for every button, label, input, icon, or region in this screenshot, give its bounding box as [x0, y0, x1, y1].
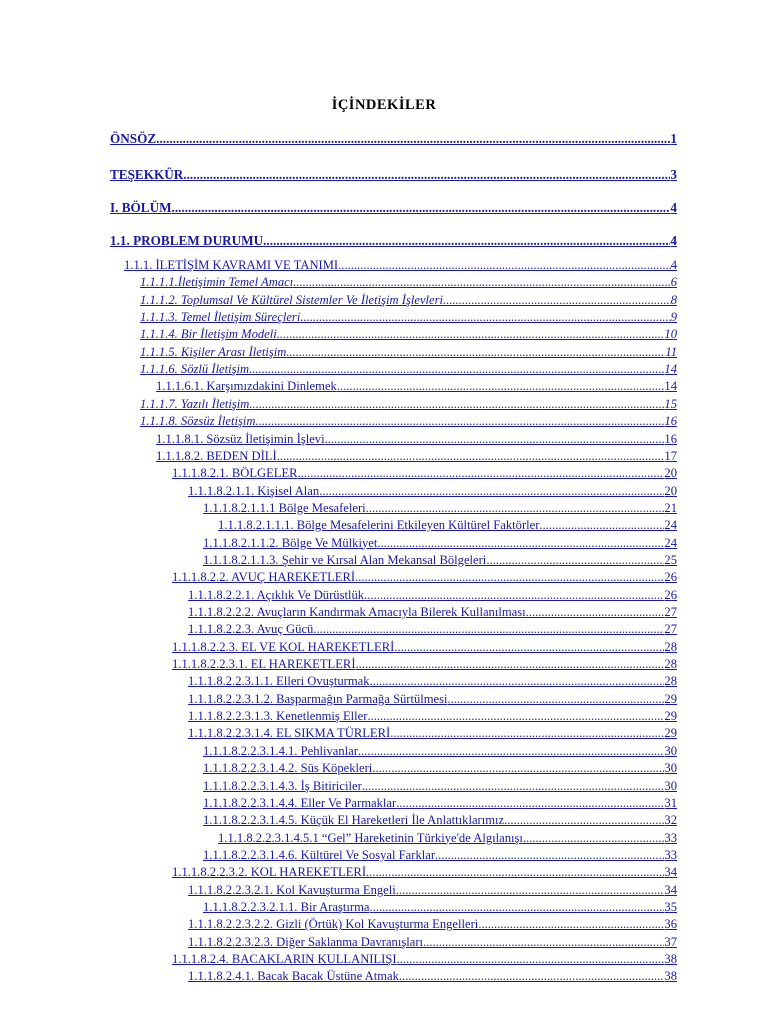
toc-leader-dots: [277, 327, 665, 342]
toc-leader-dots: [183, 167, 670, 183]
toc-page-number: 38: [664, 969, 677, 984]
toc-entry[interactable]: [172, 569, 677, 585]
toc-leader-dots: [313, 622, 664, 637]
toc-leader-dots: [390, 726, 664, 741]
toc-page-number: 29: [664, 726, 677, 741]
toc-leader-dots: [249, 362, 664, 377]
toc-page-number: 20: [664, 483, 677, 498]
toc-page-number: 37: [664, 934, 677, 949]
toc-page-number: 34: [664, 882, 677, 897]
toc-page-number: 34: [664, 865, 677, 880]
toc-entry-label: 1.1.1.8.2. BEDEN DİLİ: [156, 448, 277, 463]
toc-leader-dots: [394, 640, 664, 655]
toc-leader-dots: [319, 484, 664, 499]
toc-page-number: 28: [664, 639, 677, 654]
toc-page-number: 38: [664, 952, 677, 966]
toc-entry[interactable]: [188, 604, 677, 620]
toc-page-number: 28: [664, 674, 677, 689]
toc-leader-dots: [263, 233, 670, 249]
toc-page-number: 30: [664, 778, 677, 793]
toc-page-number: 31: [664, 795, 677, 810]
toc-page-number: 4: [670, 200, 677, 215]
toc-leader-dots: [397, 952, 665, 967]
toc-entry[interactable]: [203, 795, 677, 811]
toc-entry-label: 1.1.1.8.2.4. BACAKLARIN KULLANILIŞI: [172, 952, 397, 966]
toc-page-number: 10: [664, 327, 677, 342]
toc-leader-dots: [443, 293, 671, 308]
toc-page-number: 33: [664, 847, 677, 862]
toc-entry[interactable]: [188, 916, 677, 932]
toc-page-number: 1: [670, 131, 677, 146]
toc-entry[interactable]: [110, 130, 677, 147]
toc-page-number: 27: [664, 605, 677, 619]
toc-page-number: 20: [664, 466, 677, 481]
toc-leader-dots: [504, 813, 664, 828]
toc-page-number: 32: [664, 813, 677, 828]
toc-entry-label: 1.1.1.8.2.2.3.1.4.4. Eller Ve Parmaklar: [203, 795, 397, 810]
toc-entry[interactable]: [124, 257, 677, 273]
toc-leader-dots: [366, 865, 664, 880]
toc-entry[interactable]: [203, 899, 677, 915]
toc-entry-label: 1.1.1.8.2.1. BÖLGELER: [172, 466, 298, 481]
toc-entry-label: ÖNSÖZ: [110, 131, 157, 146]
toc-page-number: 25: [664, 552, 677, 567]
toc-entry[interactable]: [218, 830, 677, 846]
toc-page-number: 33: [664, 830, 677, 845]
toc-entry-label: 1.1.1.8.2.2. AVUÇ HAREKETLERİ: [172, 570, 356, 585]
toc-entry-label: 1.1.1.8.2.2.2. Avuçların Kandırmak Amacıyla Bilerek Kullanılması: [188, 605, 526, 619]
toc-leader-dots: [367, 709, 664, 724]
toc-entry-label: 1.1.1.8.2.2.3.1.4.1. Pehlivanlar: [203, 743, 358, 758]
toc-page-number: 27: [664, 622, 677, 637]
toc-entry-label: 1.1.1.8.2.2.3.1.4.3. İş Bitiriciler: [203, 778, 362, 793]
toc-entry[interactable]: [172, 951, 677, 967]
toc-entry-label: 1.1.1.8.2.2.3.2. KOL HAREKETLERİ: [172, 865, 367, 880]
toc-entry[interactable]: [172, 656, 677, 672]
toc-leader-dots: [356, 657, 665, 672]
toc-entry-label: 1.1.1.8.2.2.3.1.1. Elleri Ovuşturmak: [188, 674, 370, 689]
toc-entry-label: 1.1.1.8.1. Sözsüz İletişimin İşlevi: [156, 431, 325, 446]
toc-entry-label: 1.1.1.8.2.2.1. Açıklık Ve Dürüstlük: [188, 587, 365, 602]
toc-entry[interactable]: [140, 344, 677, 360]
toc-page-number: 4: [670, 233, 677, 248]
toc-entry-label: 1.1.1.8.2.1.1.1 Bölge Mesafeleri: [203, 500, 366, 515]
toc-entry[interactable]: [156, 431, 677, 447]
toc-entry-label: 1.1.1.8.2.4.1. Bacak Bacak Üstüne Atmak: [188, 969, 399, 984]
toc-leader-dots: [478, 917, 664, 932]
toc-entry[interactable]: [218, 517, 677, 533]
toc-entry-label: 1.1.1.8. Sözsüz İletişim: [140, 414, 256, 429]
toc-entry-label: 1.1.1.8.2.2.3.1.4. EL SIKMA TÜRLERİ: [188, 726, 391, 741]
toc-entry[interactable]: [203, 760, 677, 776]
toc-entry-label: 1.1.1.4. Bir İletişim Modeli: [140, 327, 277, 342]
toc-page-number: 24: [664, 535, 677, 550]
toc-entry[interactable]: [188, 673, 677, 689]
toc-entry[interactable]: [203, 552, 677, 568]
toc-entry-label: 1.1.1.2. Toplumsal Ve Kültürel Sistemler Ve İletişim İşlevleri: [140, 292, 444, 307]
toc-page-number: 6: [670, 275, 677, 290]
toc-leader-dots: [423, 935, 664, 950]
toc-leader-dots: [325, 432, 665, 447]
toc-entry[interactable]: [203, 500, 677, 516]
toc-leader-dots: [399, 969, 665, 984]
toc-page-number: 29: [664, 709, 677, 724]
toc-page-number: 26: [664, 570, 677, 585]
toc-page-number: 9: [670, 310, 677, 325]
toc-page-number: 3: [670, 167, 677, 182]
toc-leader-dots: [362, 779, 665, 794]
toc-entry[interactable]: [140, 274, 677, 290]
toc-leader-dots: [255, 414, 664, 429]
toc-page-number: 4: [670, 258, 677, 272]
toc-page-number: 14: [664, 379, 677, 394]
toc-entry-label: 1.1.1.1.İletişimin Temel Amacı: [140, 275, 294, 290]
toc-entry[interactable]: [172, 864, 677, 880]
toc-leader-dots: [286, 345, 665, 360]
page-title: İÇİNDEKİLER: [331, 97, 437, 113]
toc-entry[interactable]: [188, 882, 677, 898]
toc-leader-dots: [338, 258, 671, 273]
toc-page-number: 28: [664, 657, 677, 672]
toc-entry[interactable]: [188, 483, 677, 499]
toc-entry-label: 1.1.1.8.2.2.3.1.4.6. Kültürel Ve Sosyal Farklar: [203, 847, 436, 862]
toc-entry[interactable]: [110, 166, 677, 183]
toc-entry-label: TEŞEKKÜR: [110, 167, 184, 182]
toc-entry[interactable]: [203, 812, 677, 828]
toc-entry[interactable]: [203, 778, 677, 794]
toc-entry-label: 1.1.1.6.1. Karşımızdakini Dinlemek: [156, 379, 337, 394]
toc-leader-dots: [377, 536, 664, 551]
toc-leader-dots: [156, 131, 670, 147]
toc-entry[interactable]: [172, 639, 677, 655]
toc-entry-label: 1.1.1.6. Sözlü İletişim: [140, 362, 250, 377]
toc-entry[interactable]: [140, 292, 677, 308]
toc-entry[interactable]: [156, 378, 677, 394]
toc-page-number: 15: [664, 396, 677, 411]
toc-entry-label: 1.1.1.8.2.2.3.1.4.2. Süs Köpekleri: [203, 761, 373, 776]
toc-entry[interactable]: [110, 199, 677, 216]
toc-entry-label: 1.1.1.8.2.1.1.1. Bölge Mesafelerini Etkileyen Kültürel Faktörler: [218, 518, 540, 533]
toc-entry[interactable]: [156, 448, 677, 464]
toc-page-number: 16: [664, 414, 677, 429]
toc-page-number: 21: [664, 500, 677, 515]
toc-leader-dots: [293, 275, 670, 290]
toc-entry-label: 1.1.1.8.2.2.3.1.4.5.1 “Gel” Hareketinin Türkiye'de Algılanışı: [218, 830, 523, 845]
toc-entry[interactable]: [140, 413, 677, 429]
toc-leader-dots: [366, 501, 665, 516]
toc-page-number: 8: [670, 292, 677, 307]
toc-page-number: 16: [664, 431, 677, 446]
toc-page-number: 35: [664, 899, 677, 914]
toc-entry[interactable]: [140, 326, 677, 342]
toc-page-number: 36: [664, 917, 677, 932]
toc-entry[interactable]: [188, 691, 677, 707]
toc-entry-label: 1.1.1.8.2.2.3.1.2. Başparmağın Parmağa Sürtülmesi: [188, 691, 448, 706]
toc-entry-label: 1.1.1.8.2.2.3.2.3. Diğer Saklanma Davranışları: [188, 934, 424, 949]
toc-entry-label: 1.1.1.8.2.1.1. Kişisel Alan: [188, 483, 320, 498]
toc-page-number: 30: [664, 743, 677, 758]
toc-entry[interactable]: [140, 361, 677, 377]
toc-leader-dots: [358, 744, 664, 759]
toc-leader-dots: [337, 379, 665, 394]
toc-entry-label: 1.1.1.8.2.2.3.2.2. Gizli (Örtük) Kol Kavuşturma Engelleri: [188, 917, 479, 932]
toc-entry-label: 1.1.1.8.2.2.3.1.3. Kenetlenmiş Eller: [188, 709, 368, 724]
toc-leader-dots: [396, 883, 665, 898]
toc-leader-dots: [523, 831, 664, 846]
toc-entry-label: 1.1.1.7. Yazılı İletişim: [140, 396, 250, 411]
toc-page-number: 11: [665, 344, 677, 359]
toc-leader-dots: [486, 553, 664, 568]
toc-entry-label: 1.1.1.3. Temel İletişim Süreçleri: [140, 310, 301, 325]
toc-entry[interactable]: [188, 934, 677, 950]
toc-entry[interactable]: [203, 847, 677, 863]
toc-leader-dots: [249, 397, 664, 412]
toc-entry-label: 1.1.1.8.2.2.3.2.1. Kol Kavuşturma Engeli: [188, 882, 396, 897]
toc-entry-label: 1.1.1.8.2.2.3. Avuç Gücü: [188, 622, 314, 637]
toc-entry[interactable]: [188, 587, 677, 603]
toc-page-number: 24: [664, 518, 677, 533]
toc-leader-dots: [539, 518, 664, 533]
toc-entry[interactable]: [188, 725, 677, 741]
toc-leader-dots: [372, 761, 664, 776]
toc-page-number: 14: [664, 362, 677, 377]
toc-entry-label: 1.1. PROBLEM DURUMU: [110, 233, 264, 248]
toc-page-number: 26: [664, 587, 677, 602]
toc-leader-dots: [300, 310, 670, 325]
toc-entry-label: 1.1.1.8.2.2.3. EL VE KOL HAREKETLERİ: [172, 639, 395, 654]
toc-entry-label: 1.1.1.8.2.2.3.2.1.1. Bir Araştırma: [203, 899, 370, 914]
toc-entry-label: 1.1.1.8.2.2.3.1. EL HAREKETLERİ: [172, 657, 356, 672]
toc-entry-label: I. BÖLÜM: [110, 200, 172, 215]
toc-leader-dots: [298, 466, 665, 481]
toc-entry[interactable]: [110, 232, 677, 249]
toc-leader-dots: [355, 570, 664, 585]
toc-entry[interactable]: [172, 465, 677, 481]
toc-leader-dots: [172, 200, 671, 216]
toc-entry[interactable]: [140, 309, 677, 325]
toc-entry-label: 1.1.1.8.2.1.1.3. Şehir ve Kırsal Alan Mekansal Bölgeleri: [203, 552, 487, 567]
toc-entry-label: 1.1.1. İLETİŞİM KAVRAMI VE TANIMI: [124, 258, 339, 272]
toc-entry[interactable]: [203, 743, 677, 759]
toc-entry-label: 1.1.1.8.2.2.3.1.4.5. Küçük El Hareketleri İle Anlattıklarımız: [203, 813, 505, 828]
toc-entry-label: 1.1.1.5. Kişiler Arası İletişim: [140, 344, 287, 359]
toc-page-number: 29: [664, 691, 677, 706]
toc-entry[interactable]: [188, 708, 677, 724]
toc-page-number: 17: [664, 448, 677, 463]
toc-leader-dots: [277, 449, 665, 464]
toc-leader-dots: [526, 605, 665, 620]
toc-leader-dots: [396, 796, 664, 811]
toc-leader-dots: [448, 692, 665, 707]
toc-entry[interactable]: [203, 535, 677, 551]
toc-entry-label: 1.1.1.8.2.1.1.2. Bölge Ve Mülkiyet: [203, 535, 378, 550]
toc-entry[interactable]: [140, 396, 677, 412]
toc-entry[interactable]: [188, 621, 677, 637]
toc-leader-dots: [370, 674, 665, 689]
toc-entry[interactable]: [188, 968, 677, 984]
toc-leader-dots: [435, 848, 664, 863]
toc-leader-dots: [364, 588, 664, 603]
toc-leader-dots: [370, 900, 665, 915]
toc-page-number: 30: [664, 761, 677, 776]
